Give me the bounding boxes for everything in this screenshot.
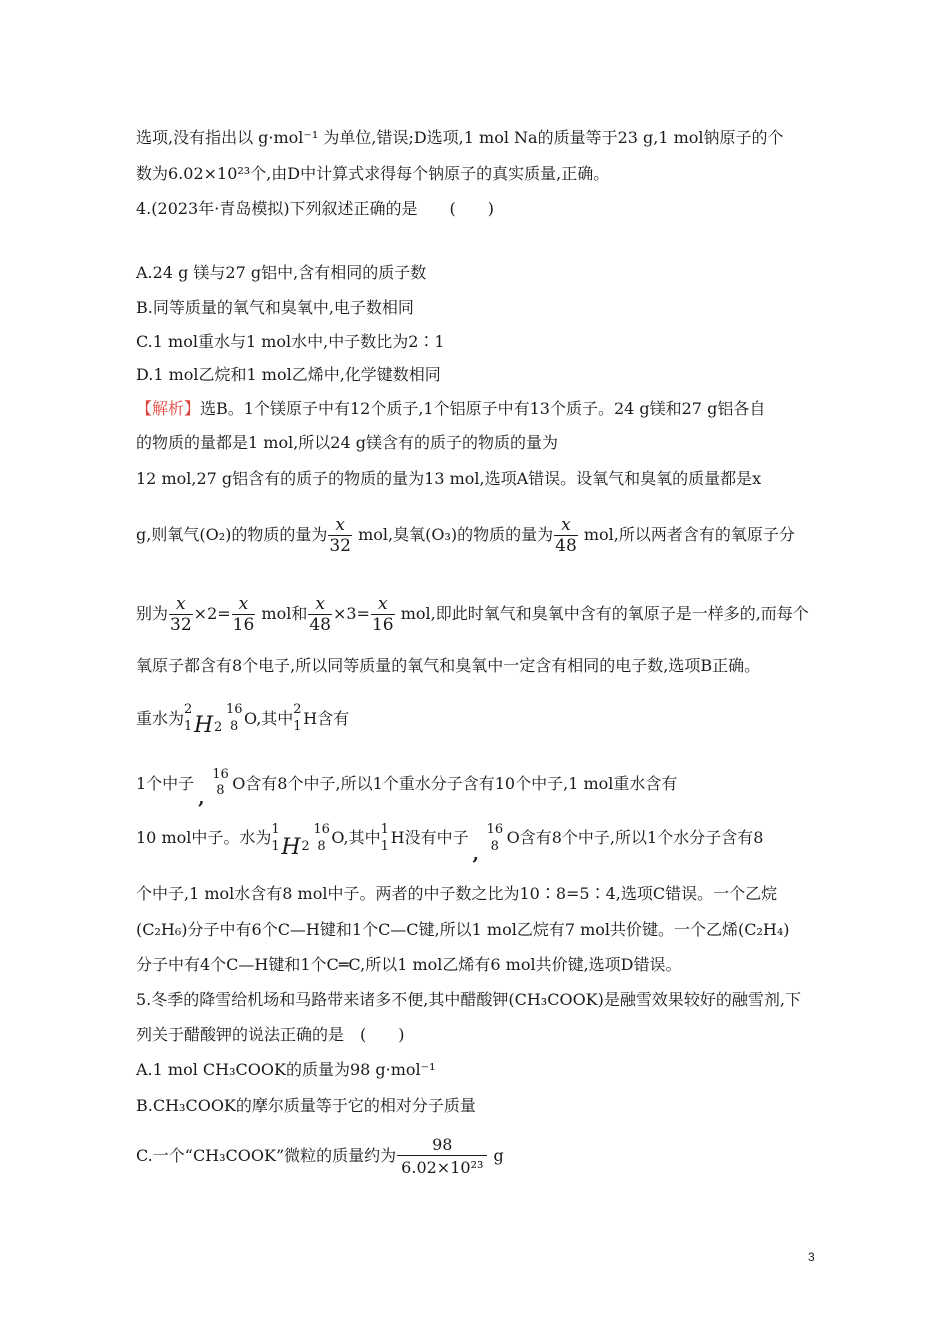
- isotope-o16: 16 8: [313, 821, 330, 854]
- text-line: 个中子,1 mol水含有8 mol中子。两者的中子数之比为10∶8=5∶4,选项C错误。一个乙烷: [136, 884, 778, 903]
- question-5-stem: 列关于醋酸钾的说法正确的是 ( ): [136, 1025, 405, 1044]
- question-5-stem: 5.冬季的降雪给机场和马路带来诸多不便,其中醋酸钾(CH₃COOK)是融雪效果较好的融雪剂,下: [136, 990, 801, 1009]
- isotope-o16: 16 8: [212, 766, 229, 798]
- text-line: 12 mol,27 g铝含有的质子的物质的量为13 mol,选项A错误。设氧气和臭氧的质量都是x: [136, 469, 762, 488]
- text-line: 选项,没有指出以 g·mol⁻¹ 为单位,错误;D选项,1 mol Na的质量等于23 g,1 mol钠原子的个: [136, 128, 784, 147]
- analysis-line: 【解析】选B。1个镁原子中有12个质子,1个铝原子中有13个质子。24 g镁和27 g铝各自: [136, 399, 766, 418]
- fraction-mass: $\frac{98}{\text{6.02×10²³}}$: [397, 1135, 487, 1178]
- text-line: 氧原子都含有8个电子,所以同等质量的氧气和臭氧中一定含有相同的电子数,选项B正确。: [136, 656, 761, 675]
- analysis-tag: 【解析】: [136, 399, 201, 418]
- text-line-fractions: 别为 $\frac{x}{32}$ ×2= $\frac{x}{16}$ mol和 $\frac{x}{48}$ ×3= $\frac{x}{16}$ mol,即此时氧气和臭氧中含有的氧原子是一样多的,而每个: [136, 594, 809, 635]
- question-4-stem: 4.(2023年·青岛模拟)下列叙述正确的是 ( ): [136, 199, 495, 218]
- isotope-h2: 2 1 H: [184, 701, 214, 738]
- formula-line: 1个中子 , 16 8 O含有8个中子,所以1个重水分子含有10个中子,1 mol重水含有: [136, 766, 678, 809]
- isotope-h2: 2 1: [293, 701, 302, 734]
- option-b: B.CH₃COOK的摩尔质量等于它的相对分子质量: [136, 1096, 476, 1115]
- comma-low: ,: [198, 787, 205, 809]
- option-a: A.1 mol CH₃COOK的质量为98 g·mol⁻¹: [136, 1060, 436, 1079]
- option-c: C.1 mol重水与1 mol水中,中子数比为2∶1: [136, 332, 445, 351]
- text-line-fractions: g,则氧气(O₂)的物质的量为 $\frac{x}{32}$ mol,臭氧(O₃)的物质的量为 $\frac{x}{48}$ mol,所以两者含有的氧原子分: [136, 515, 795, 556]
- text-line: 分子中有4个C—H键和1个C═C,所以1 mol乙烯有6 mol共价键,选项D错误。: [136, 955, 682, 974]
- isotope-h1: 1 1: [380, 821, 389, 854]
- page-number: 3: [808, 1250, 815, 1264]
- subscript-2: 2: [301, 838, 310, 854]
- isotope-o16: 16 8: [226, 701, 243, 734]
- subscript-2: 2: [214, 719, 223, 735]
- fraction: $\frac{x}{16}$: [232, 594, 255, 635]
- text-line: (C₂H₆)分子中有6个C—H键和1个C—C键,所以1 mol乙烷有7 mol共价键。一个乙烯(C₂H₄): [136, 920, 790, 939]
- fraction: $\frac{x}{48}$: [555, 515, 577, 556]
- isotope-h1: 1 1 H: [271, 821, 301, 860]
- fraction: $\frac{x}{16}$: [371, 594, 394, 635]
- comma-low: ,: [472, 843, 479, 865]
- formula-line-water: 10 mol中子。水为 1 1 H 2 16 8 O,其中 1 1 H没有中子 , 16 8 O含有8个中子,所以1个水分子含有8: [136, 818, 763, 859]
- isotope-o16: 16 8: [486, 821, 504, 854]
- option-a: A.24 g 镁与27 g铝中,含有相同的质子数: [136, 263, 427, 282]
- text-line: 数为6.02×10²³个,由D中计算式求得每个钠原子的真实质量,正确。: [136, 164, 610, 183]
- formula-line-heavy-water: 重水为 2 1 H 2 16 8 O,其中 2 1 H含有: [136, 701, 350, 738]
- fraction: $\frac{x}{32}$: [170, 594, 192, 635]
- option-c: C.一个“CH₃COOK”微粒的质量约为 $\frac{98}{\text{6.02×10²³}}$ g: [136, 1135, 504, 1177]
- text-line: 的物质的量都是1 mol,所以24 g镁含有的质子的物质的量为: [136, 433, 558, 452]
- option-d: D.1 mol乙烷和1 mol乙烯中,化学键数相同: [136, 365, 441, 384]
- option-b: B.同等质量的氧气和臭氧中,电子数相同: [136, 298, 414, 317]
- fraction: $\frac{x}{48}$: [309, 594, 331, 635]
- fraction: $\frac{x}{32}$: [329, 515, 351, 556]
